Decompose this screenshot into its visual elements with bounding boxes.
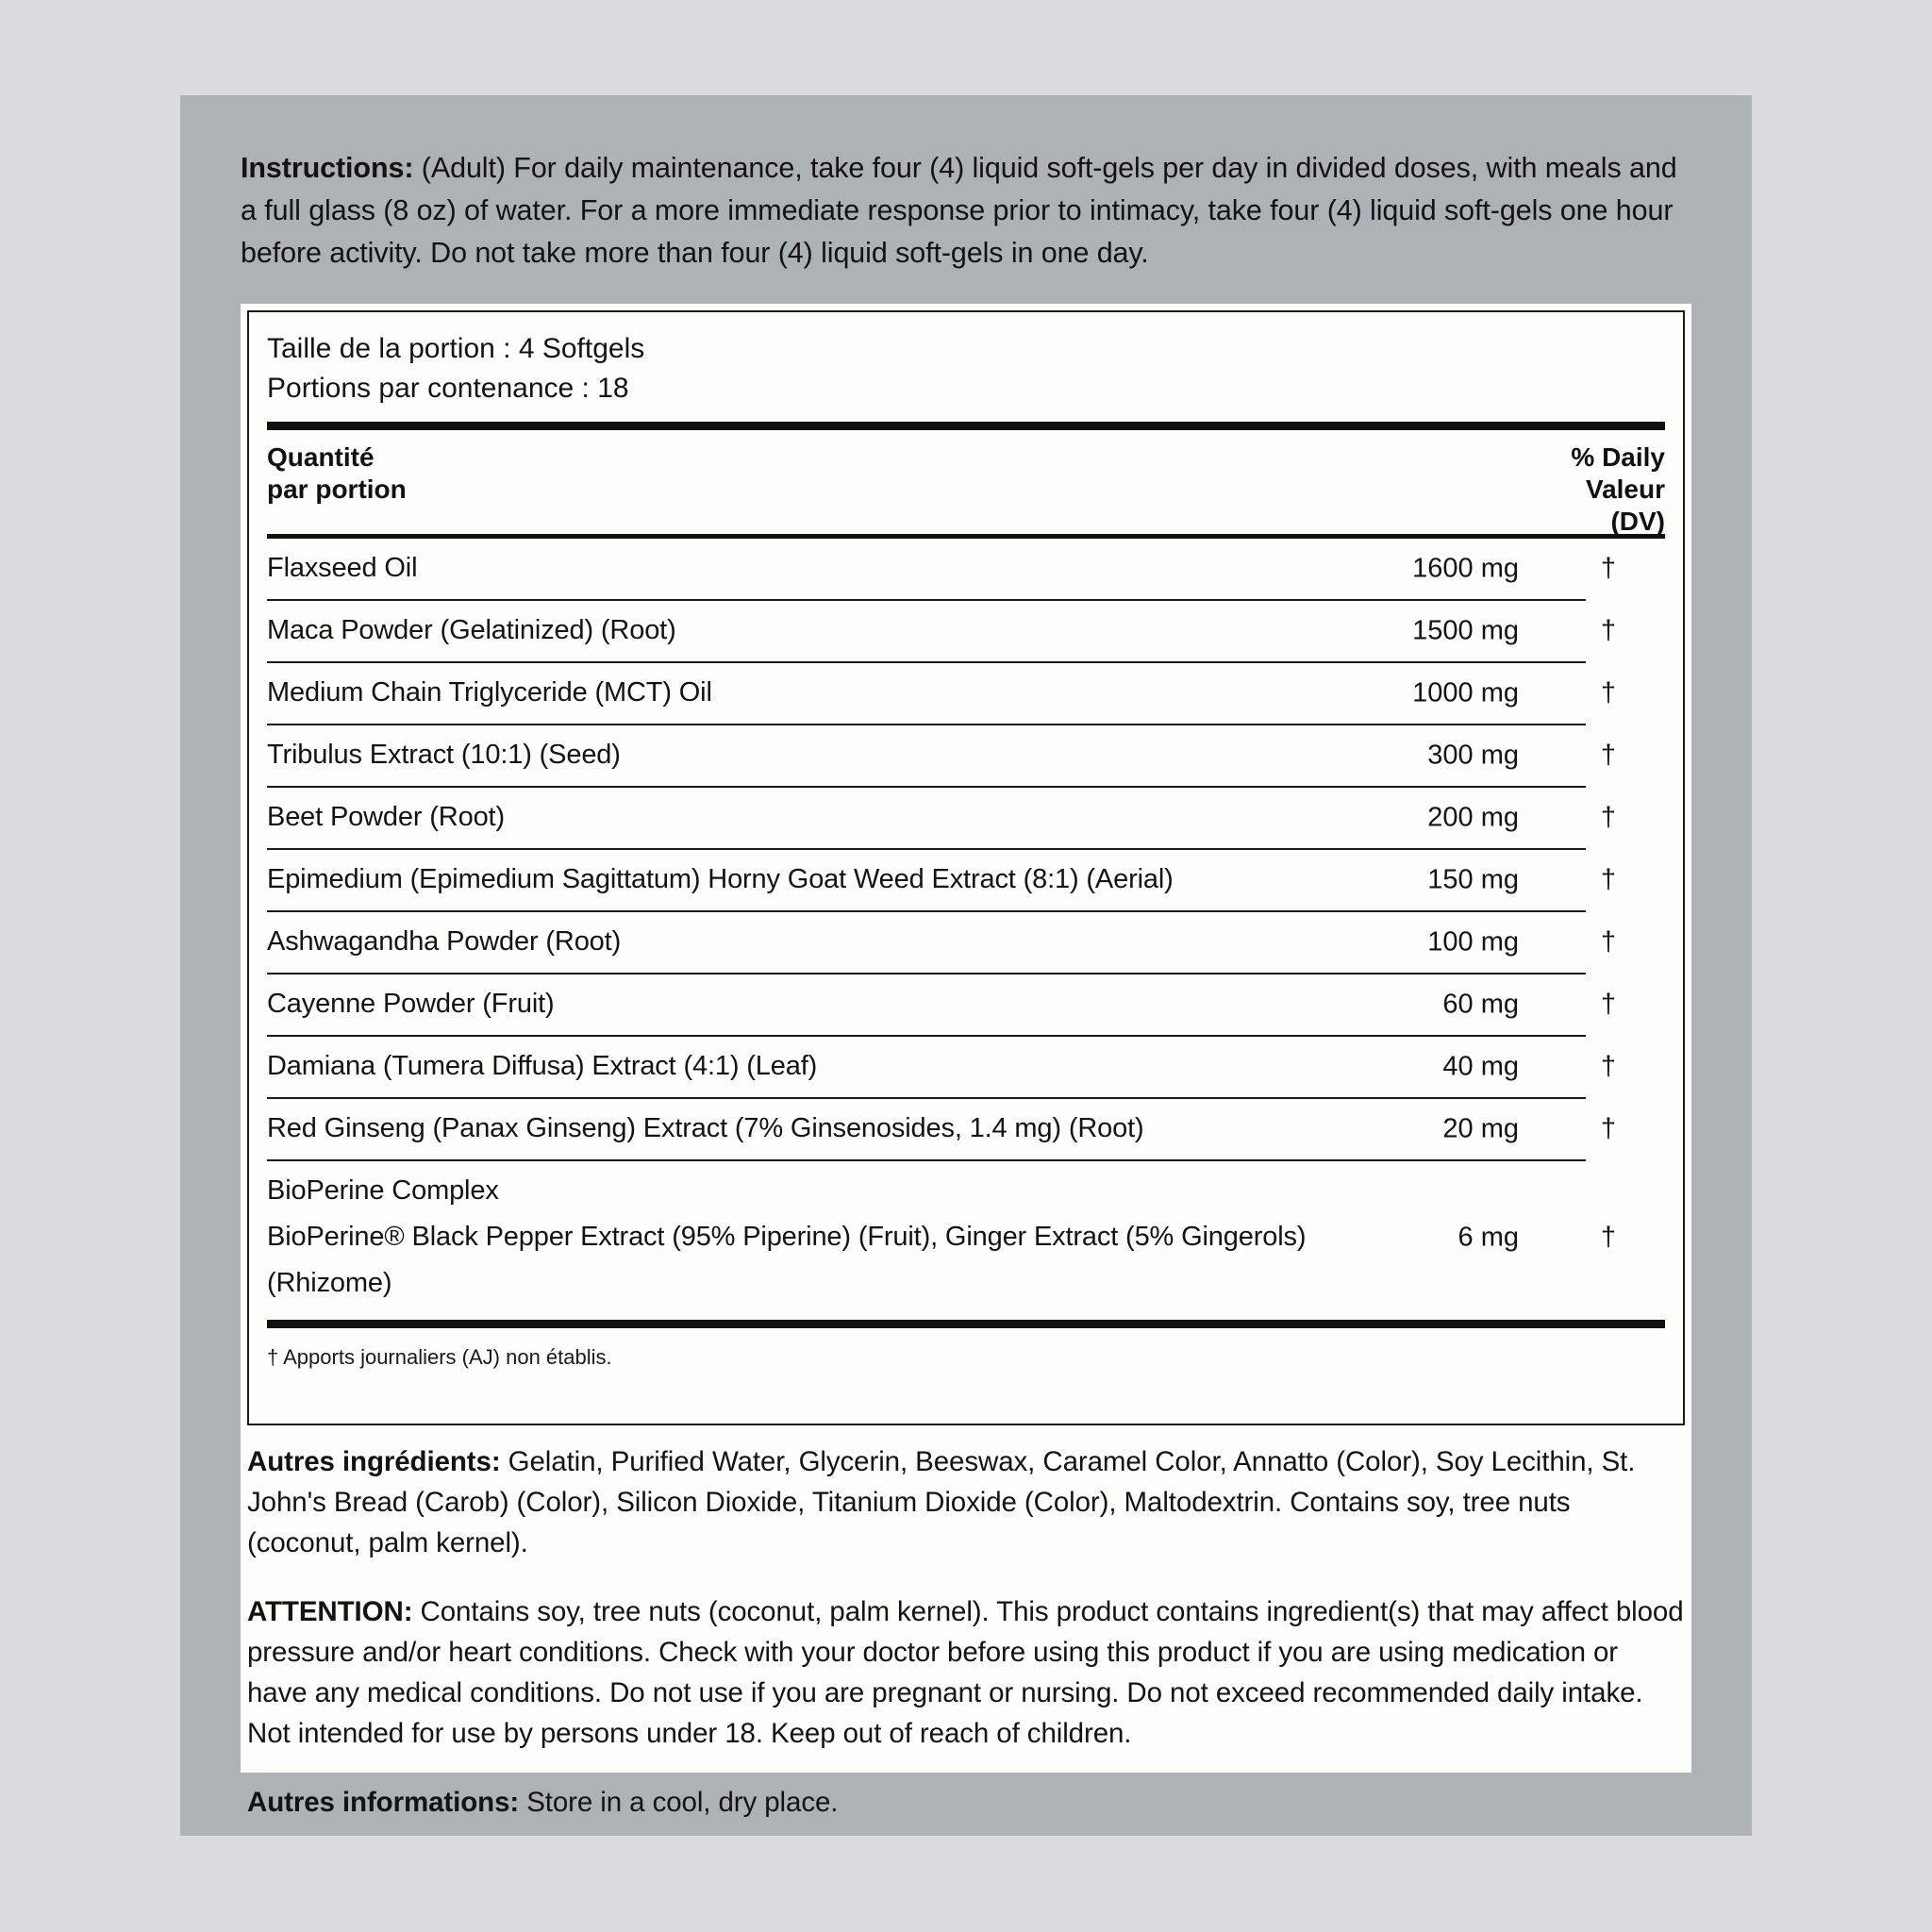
instructions-paragraph [241, 147, 1693, 275]
ingredient-daily-value: † [1600, 1222, 1617, 1253]
ingredient-name: BioPerine Complex BioPerine® Black Pepper Extract (95% Piperine) (Fruit), Ginger Extract (5% Gingerols) (Rhizome) [267, 1175, 1307, 1298]
table-row [267, 724, 1665, 786]
ingredient-daily-value: † [1600, 1051, 1617, 1082]
daily-value-footnote: † Apports journaliers (AJ) non établis. [267, 1345, 612, 1369]
attention-text: Contains soy, tree nuts (coconut, palm kernel). This product contains ingredient(s) that may affect blood pressure and/or heart conditions. Check with your doctor before using this product if you are using medication or have any medical conditions. Do not use if you are pregnant or nursing. Do not exceed recommended daily intake. Not intended for use by persons under 18. Keep out of reach of children. [247, 1596, 1684, 1749]
ingredient-daily-value: † [1600, 553, 1617, 584]
ingredient-daily-value: † [1600, 1113, 1617, 1144]
amount-per-serving-line1: Quantité [267, 442, 375, 472]
ingredient-name: Beet Powder (Root) [267, 802, 505, 832]
ingredient-name: Tribulus Extract (10:1) (Seed) [267, 740, 621, 770]
ingredient-name: Medium Chain Triglyceride (MCT) Oil [267, 677, 712, 708]
ingredient-amount: 1000 mg [1412, 677, 1519, 708]
rule-above-header [267, 422, 1665, 430]
ingredient-daily-value: † [1600, 864, 1617, 895]
ingredient-daily-value: † [1600, 677, 1617, 708]
table-row [267, 848, 1665, 910]
ingredient-amount: 100 mg [1427, 926, 1519, 958]
rule-below-rows [267, 1320, 1665, 1328]
table-row [267, 973, 1665, 1035]
table-row [267, 599, 1665, 661]
other-ingredients-text: Gelatin, Purified Water, Glycerin, Beeswax, Caramel Color, Annatto (Color), Soy Lecithin, St. John's Bread (Carob) (Color), Silicon Dioxide, Titanium Dioxide (Color), Maltodextrin. Contains soy, tree nuts (coconut, palm kernel). [247, 1446, 1636, 1558]
other-information-paragraph [247, 1782, 1685, 1823]
supplement-facts-box [247, 310, 1685, 1425]
ingredient-amount: 300 mg [1427, 740, 1519, 771]
table-row [267, 1097, 1665, 1159]
ingredient-amount: 1500 mg [1412, 615, 1519, 646]
ingredient-rows [267, 539, 1665, 1314]
ingredient-name: Ashwagandha Powder (Root) [267, 926, 622, 957]
product-label-card [180, 95, 1752, 1836]
ingredient-name: Flaxseed Oil [267, 553, 418, 583]
table-row [267, 910, 1665, 973]
attention-paragraph [247, 1591, 1685, 1754]
ingredient-amount: 150 mg [1427, 864, 1519, 895]
table-header-row [267, 430, 1665, 534]
instructions-text: (Adult) For daily maintenance, take four (4) liquid soft-gels per day in divided doses, with meals and a full glass (8 oz) of water. For a more immediate response prior to intimacy, take four (4) liquid soft-gels one hour before activity. Do not take more than four (4) liquid soft-gels in one day. [241, 152, 1677, 269]
ingredient-name: Damiana (Tumera Diffusa) Extract (4:1) (Leaf) [267, 1051, 818, 1081]
ingredient-name: Epimedium (Epimedium Sagittatum) Horny Goat Weed Extract (8:1) (Aerial) [267, 864, 1174, 894]
ingredient-name: Maca Powder (Gelatinized) (Root) [267, 615, 676, 645]
table-row [267, 786, 1665, 848]
daily-value-line1: % Daily [1571, 442, 1665, 472]
ingredient-daily-value: † [1600, 615, 1617, 646]
servings-per-container-line: Portions par contenance : 18 [267, 373, 629, 404]
other-information-label: Autres informations: [247, 1787, 520, 1818]
table-row [267, 661, 1665, 724]
ingredient-name: Red Ginseng (Panax Ginseng) Extract (7% Ginsenosides, 1.4 mg) (Root) [267, 1113, 1144, 1143]
other-information-text: Store in a cool, dry place. [519, 1787, 839, 1818]
amount-per-serving-line2: par portion [267, 475, 407, 504]
ingredient-amount: 60 mg [1442, 989, 1519, 1020]
ingredient-amount: 6 mg [1457, 1222, 1519, 1253]
daily-value-line2: Valeur [1585, 475, 1665, 504]
label-body-text [247, 1441, 1685, 1823]
ingredient-amount: 40 mg [1442, 1051, 1519, 1082]
table-row [267, 539, 1665, 599]
ingredient-amount: 20 mg [1442, 1113, 1519, 1144]
daily-value-header [1382, 441, 1665, 538]
daily-value-line3: (DV) [1610, 507, 1665, 536]
supplement-info-panel [241, 304, 1691, 1818]
ingredient-daily-value: † [1600, 802, 1617, 833]
ingredient-daily-value: † [1600, 989, 1617, 1020]
ingredient-name: Cayenne Powder (Fruit) [267, 989, 555, 1019]
other-ingredients-label: Autres ingrédients: [247, 1446, 501, 1477]
table-row [267, 1035, 1665, 1097]
ingredient-amount: 1600 mg [1412, 553, 1519, 584]
attention-label: ATTENTION: [247, 1596, 413, 1627]
ingredient-daily-value: † [1600, 740, 1617, 771]
other-ingredients-paragraph [247, 1441, 1685, 1563]
table-row [267, 1159, 1665, 1314]
ingredient-amount: 200 mg [1427, 802, 1519, 833]
ingredient-daily-value: † [1600, 926, 1617, 958]
serving-size-line: Taille de la portion : 4 Softgels [267, 333, 645, 364]
instructions-label: Instructions: [241, 152, 414, 184]
